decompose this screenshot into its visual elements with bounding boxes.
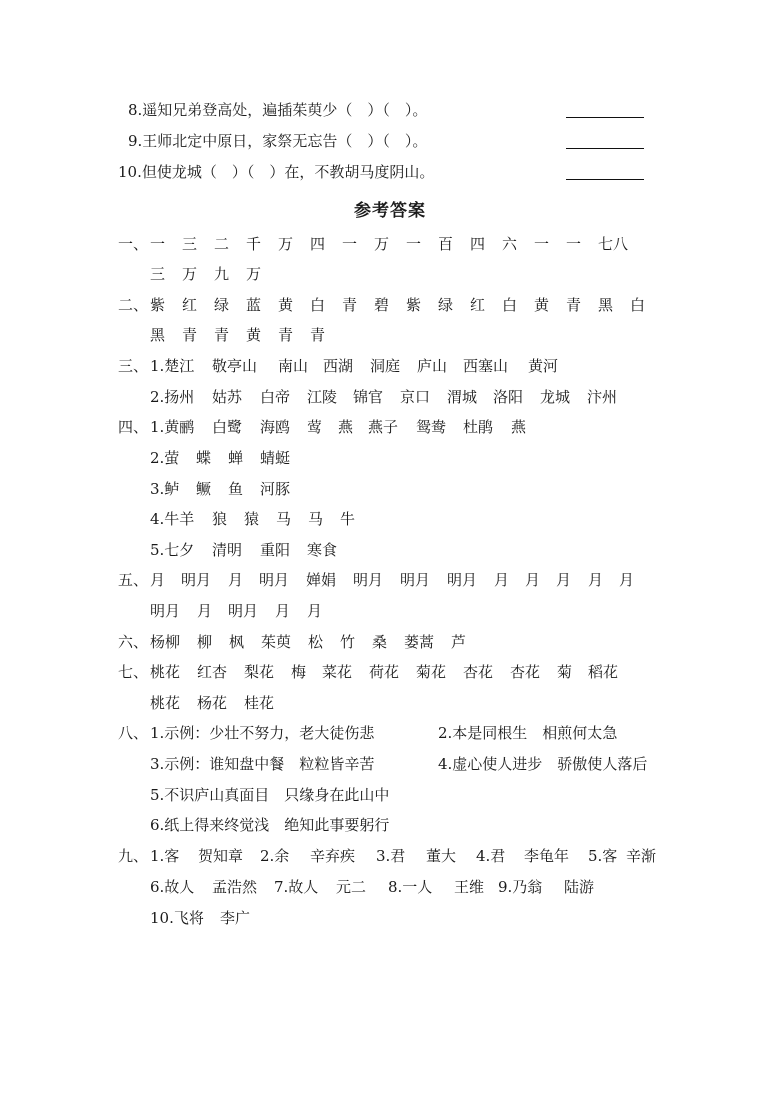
answer-item: 梅 xyxy=(291,663,307,681)
answer-item: 红 xyxy=(470,296,486,314)
answer-item: 孟浩然 xyxy=(212,878,258,896)
question-9-text: 9.王师北定中原日，家祭无忘告（ ）（ ）。 xyxy=(128,132,428,150)
answer-item: 一 xyxy=(566,235,582,253)
answer-item: 江陵 xyxy=(307,388,338,406)
answer-item: 马 xyxy=(276,510,292,528)
answer-item: 一 xyxy=(342,235,358,253)
answer-item: 明月 xyxy=(150,602,181,620)
answer-item: 绿 xyxy=(214,296,230,314)
answer-item: 万 xyxy=(374,235,390,253)
section-2-head: 二、 xyxy=(118,296,149,314)
answer-item: 蜻蜓 xyxy=(260,449,291,467)
question-10-text: 10.但使龙城（ ）（ ）在，不教胡马度阴山。 xyxy=(118,163,435,181)
answer-item: 四 xyxy=(310,235,326,253)
section-1-head: 一、 xyxy=(118,235,149,253)
answer-item: 二 xyxy=(214,235,230,253)
answer-item: 万 xyxy=(278,235,294,253)
answer-item: 竹 xyxy=(340,633,356,651)
answer-item: 桂花 xyxy=(244,694,275,712)
answer-item: 杏花 xyxy=(510,663,541,681)
answer-item: 洞庭 xyxy=(370,357,401,375)
answer-item: 贺知章 xyxy=(198,847,244,865)
answer-item: 杜鹃 xyxy=(463,418,494,436)
answer-item: 4.虚心使人进步 骄傲使人落后 xyxy=(438,755,648,773)
answer-item: 杏花 xyxy=(463,663,494,681)
answer-item: 辛渐 xyxy=(626,847,657,865)
answer-item: 青 xyxy=(182,326,198,344)
answer-item: 梨花 xyxy=(244,663,275,681)
answer-item: 茱萸 xyxy=(261,633,292,651)
answer-item: 六 xyxy=(502,235,518,253)
answer-item: 寒食 xyxy=(307,541,338,559)
answer-item: 明月 xyxy=(181,571,212,589)
answer-item: 2.萤 xyxy=(150,449,180,467)
answer-item: 黑 xyxy=(150,326,166,344)
answer-item: 月 xyxy=(197,602,213,620)
answer-item: 鸳鸯 xyxy=(416,418,447,436)
question-10 xyxy=(118,160,678,184)
answer-item: 王维 xyxy=(454,878,485,896)
answer-item: 蝉 xyxy=(228,449,244,467)
question-8 xyxy=(128,98,688,122)
answer-item: 西湖 xyxy=(323,357,354,375)
answer-item: 西塞山 xyxy=(463,357,509,375)
answer-item: 京口 xyxy=(400,388,431,406)
answer-item: 杨柳 xyxy=(150,633,181,651)
answer-item: 燕 xyxy=(338,418,354,436)
answer-item: 洛阳 xyxy=(493,388,524,406)
answer-item: 一 xyxy=(406,235,422,253)
section-4-head: 四、 xyxy=(118,418,149,436)
answer-item: 月 xyxy=(588,571,604,589)
answer-item: 青 xyxy=(214,326,230,344)
answer-item: 白 xyxy=(630,296,646,314)
answer-item: 鱼 xyxy=(228,480,244,498)
question-8-text: 8.遥知兄弟登高处，遍插茱萸少（ ）（ ）。 xyxy=(128,101,428,119)
answer-item: 2.扬州 xyxy=(150,388,195,406)
answer-item: 月 xyxy=(150,571,166,589)
answer-item: 明月 xyxy=(259,571,290,589)
answer-item: 莺 xyxy=(307,418,323,436)
answer-item: 燕 xyxy=(511,418,527,436)
answer-item: 姑苏 xyxy=(212,388,243,406)
answer-item: 菊花 xyxy=(416,663,447,681)
section-5-head: 五、 xyxy=(118,571,149,589)
answer-item: 2.本是同根生 相煎何太急 xyxy=(438,724,618,742)
answer-item: 白 xyxy=(502,296,518,314)
answer-item: 马 xyxy=(308,510,324,528)
answer-item: 黄 xyxy=(278,296,294,314)
answer-item: 1.黄鹂 xyxy=(150,418,195,436)
answer-item: 3.鲈 xyxy=(150,480,180,498)
answer-item: 5.客 xyxy=(588,847,618,865)
answer-item: 明月 xyxy=(400,571,431,589)
answer-item: 碧 xyxy=(374,296,390,314)
answer-item: 南山 xyxy=(278,357,309,375)
answer-item: 七八 xyxy=(598,235,629,253)
answer-item: 狼 xyxy=(212,510,228,528)
answer-item: 紫 xyxy=(406,296,422,314)
answer-item: 一 xyxy=(534,235,550,253)
answer-item: 渭城 xyxy=(447,388,478,406)
answer-item: 黑 xyxy=(598,296,614,314)
answer-item: 青 xyxy=(310,326,326,344)
answer-item: 青 xyxy=(566,296,582,314)
answer-item: 柳 xyxy=(197,633,213,651)
answer-item: 百 xyxy=(438,235,454,253)
answer-item: 6.纸上得来终觉浅 绝知此事要躬行 xyxy=(150,816,390,834)
answer-item: 黄 xyxy=(534,296,550,314)
answer-item: 枫 xyxy=(229,633,245,651)
answer-item: 锦官 xyxy=(353,388,384,406)
answer-item: 李广 xyxy=(220,909,251,927)
answer-item: 桃花 xyxy=(150,694,181,712)
answer-item: 红 xyxy=(182,296,198,314)
section-9-head: 九、 xyxy=(118,847,149,865)
answer-item: 5.七夕 xyxy=(150,541,195,559)
answer-item: 月 xyxy=(525,571,541,589)
answer-item: 桃花 xyxy=(150,663,181,681)
answer-item: 8.一人 xyxy=(388,878,433,896)
answer-item: 龙城 xyxy=(540,388,571,406)
answer-item: 黄河 xyxy=(528,357,559,375)
answer-item: 稻花 xyxy=(588,663,619,681)
section-7-head: 七、 xyxy=(118,663,149,681)
answer-item: 明月 xyxy=(353,571,384,589)
answer-item: 4.君 xyxy=(476,847,506,865)
answer-item: 4.牛羊 xyxy=(150,510,195,528)
answer-item: 重阳 xyxy=(260,541,291,559)
answer-item: 李龟年 xyxy=(524,847,570,865)
answer-item: 月 xyxy=(228,571,244,589)
answer-item: 万 xyxy=(246,265,262,283)
section-3-head: 三、 xyxy=(118,357,149,375)
answer-item: 董大 xyxy=(426,847,457,865)
answer-item: 一 xyxy=(150,235,166,253)
answer-item: 牛 xyxy=(340,510,356,528)
answer-item: 7.故人 xyxy=(274,878,319,896)
answer-item: 白鹭 xyxy=(212,418,243,436)
answer-item: 1.示例：少壮不努力，老大徒伤悲 xyxy=(150,724,375,742)
answer-item: 鳜 xyxy=(196,480,212,498)
answer-item: 三 xyxy=(150,265,166,283)
answer-item: 菜花 xyxy=(322,663,353,681)
answer-item: 白帝 xyxy=(260,388,291,406)
answer-item: 千 xyxy=(246,235,262,253)
answer-item: 青 xyxy=(278,326,294,344)
answer-item: 月 xyxy=(619,571,635,589)
answer-item: 松 xyxy=(308,633,324,651)
answer-item: 5.不识庐山真面目 只缘身在此山中 xyxy=(150,786,390,804)
answer-item: 青 xyxy=(342,296,358,314)
answer-item: 三 xyxy=(182,235,198,253)
answer-item: 月 xyxy=(556,571,572,589)
answer-item: 桑 xyxy=(372,633,388,651)
answer-item: 红杏 xyxy=(197,663,228,681)
answer-item: 月 xyxy=(494,571,510,589)
answer-item: 四 xyxy=(470,235,486,253)
answer-item: 猿 xyxy=(244,510,260,528)
answer-item: 清明 xyxy=(212,541,243,559)
answer-item: 月 xyxy=(275,602,291,620)
answer-item: 河豚 xyxy=(260,480,291,498)
answer-item: 明月 xyxy=(228,602,259,620)
answer-item: 月 xyxy=(307,602,323,620)
answer-item: 汴州 xyxy=(587,388,618,406)
answer-item: 蝶 xyxy=(196,449,212,467)
answer-blank-10 xyxy=(566,179,644,180)
answer-item: 明月 xyxy=(447,571,478,589)
answer-item: 绿 xyxy=(438,296,454,314)
answer-item: 荷花 xyxy=(369,663,400,681)
answer-item: 陆游 xyxy=(564,878,595,896)
answer-item: 九 xyxy=(214,265,230,283)
answer-item: 芦 xyxy=(451,633,467,651)
answer-blank-8 xyxy=(566,117,644,118)
answer-item: 元二 xyxy=(336,878,367,896)
section-6-head: 六、 xyxy=(118,633,149,651)
answer-item: 3.示例：谁知盘中餐 粒粒皆辛苦 xyxy=(150,755,375,773)
answer-blank-9 xyxy=(566,148,644,149)
question-9 xyxy=(128,129,688,153)
answer-item: 白 xyxy=(310,296,326,314)
answer-item: 辛弃疾 xyxy=(310,847,356,865)
answer-item: 婵娟 xyxy=(306,571,337,589)
answer-item: 9.乃翁 xyxy=(498,878,543,896)
answer-item: 菊 xyxy=(557,663,573,681)
answer-item: 海鸥 xyxy=(260,418,291,436)
section-8-head: 八、 xyxy=(118,724,149,742)
answer-item: 蒌蒿 xyxy=(404,633,435,651)
answer-item: 黄 xyxy=(246,326,262,344)
answer-item: 紫 xyxy=(150,296,166,314)
answer-item: 万 xyxy=(182,265,198,283)
answers-title: 参考答案 xyxy=(354,201,426,221)
answer-item: 蓝 xyxy=(246,296,262,314)
answer-item: 敬亭山 xyxy=(212,357,258,375)
answer-item: 1.客 xyxy=(150,847,180,865)
answer-item: 杨花 xyxy=(197,694,228,712)
answer-item: 2.余 xyxy=(260,847,290,865)
answer-item: 3.君 xyxy=(376,847,406,865)
answer-item: 庐山 xyxy=(417,357,448,375)
answer-item: 6.故人 xyxy=(150,878,195,896)
answer-item: 燕子 xyxy=(368,418,399,436)
answer-item: 1.楚江 xyxy=(150,357,195,375)
answer-item: 10.飞将 xyxy=(150,909,204,927)
